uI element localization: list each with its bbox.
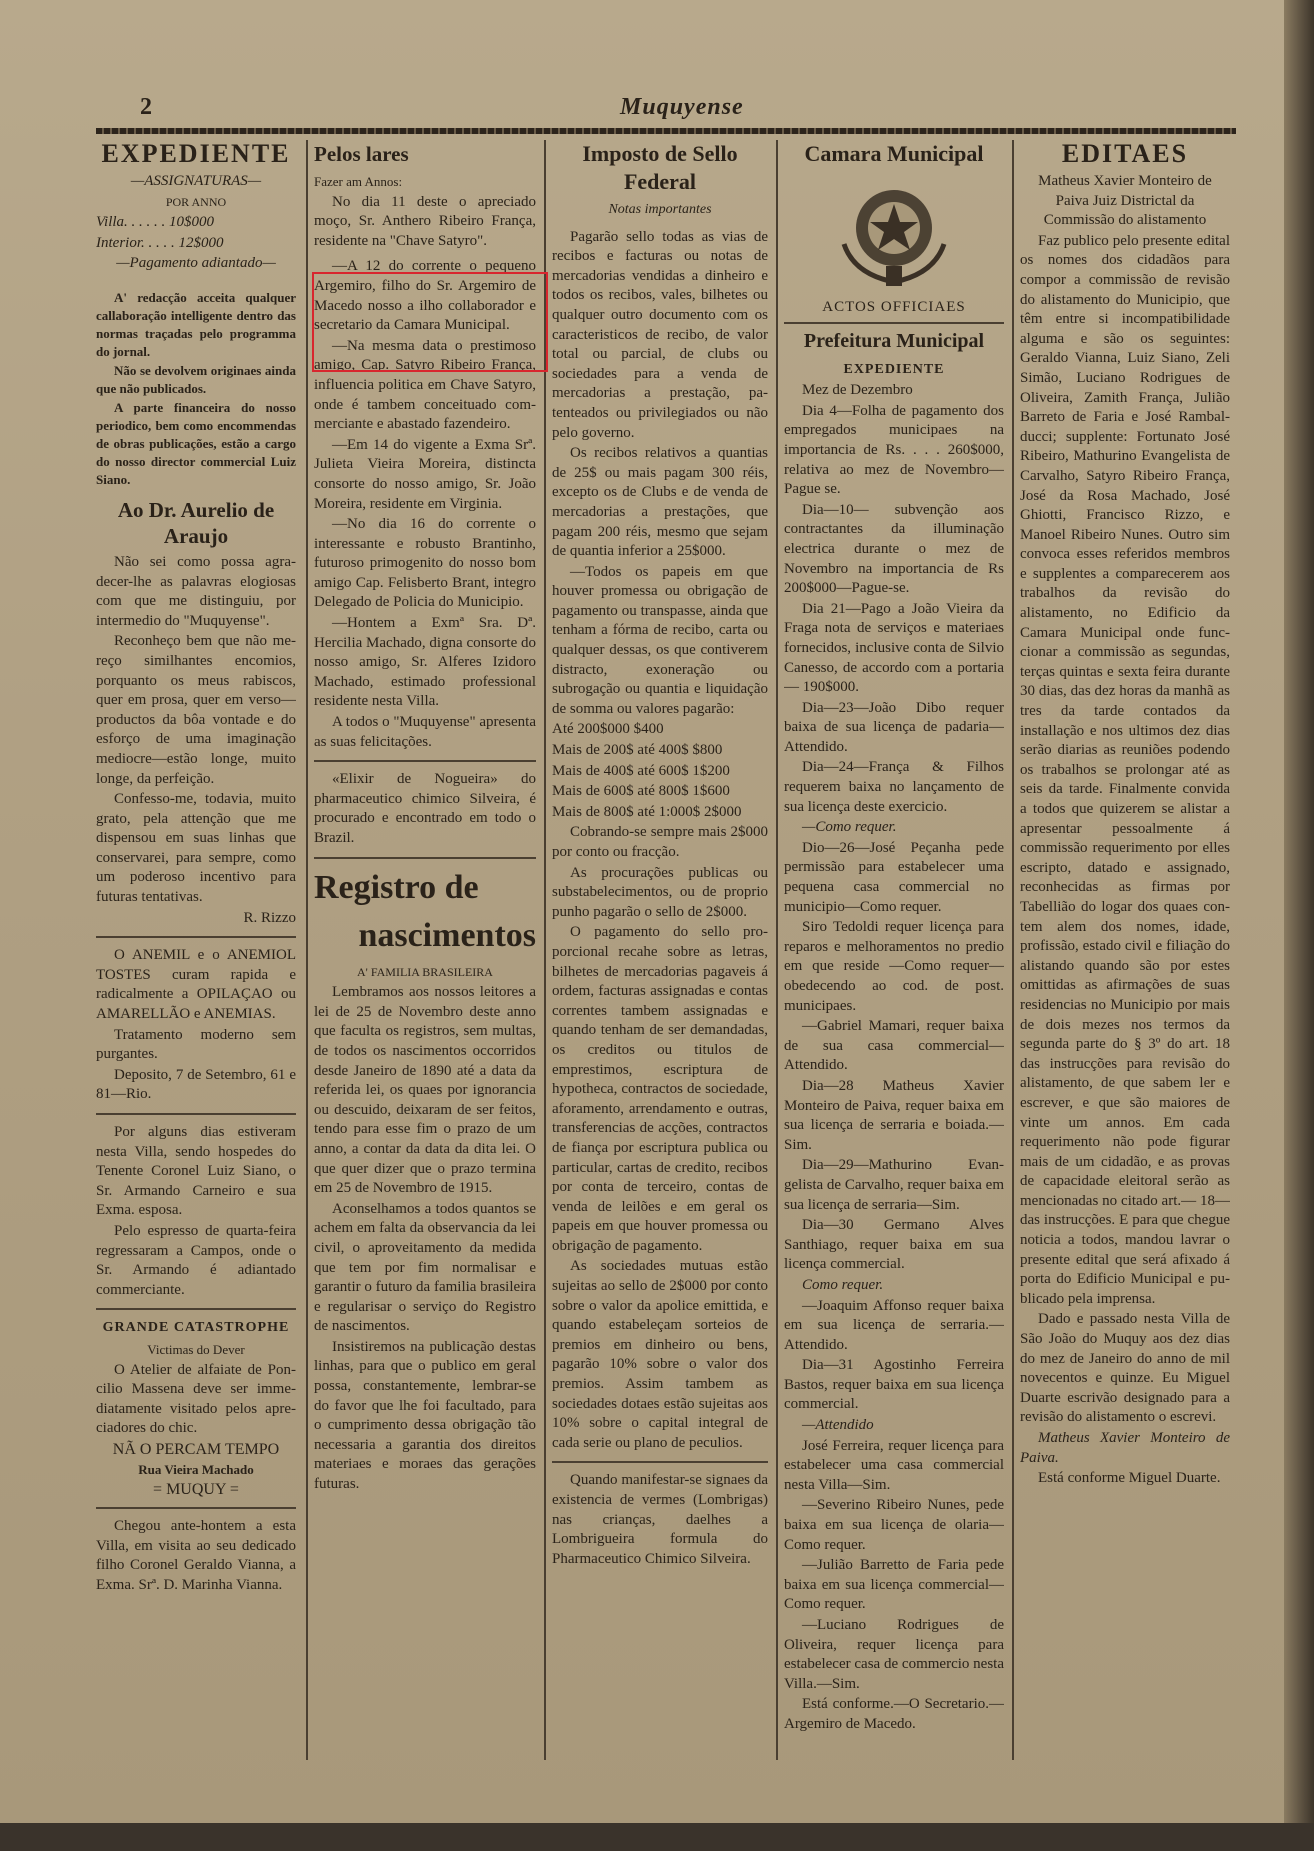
birthday-note: No dia 11 deste o apreciado moço, Sr. Anthero Ribeiro França, residente na "Chave Satyro". [314,193,536,249]
separator [96,1507,296,1509]
column-rule [306,140,308,1760]
article-paragraph: Reconheço bem que não mereço similhantes encomios, porquanto os meus rabiscos, quer em prosa, quer em verso— productos da bôa vontade e do esforço de uma imaginação mediocre—estão longe, muito longe, da perfeição. [96,633,296,787]
act-entry: Dia—24—França & Filhos requerem baixa no lançamento de sua licença deste exercicio. [784,759,1004,815]
seal-caption: ACTOS OFFICIAES [822,299,966,315]
act-entry: Dia—29—Mathurino Evangelista de Carvalho, requer baixa em sua licença de serraria—Sim. [784,1157,1004,1213]
tax-paragraph: As sociedades mutuas estão sujeitas ao sello de 2$000 por conto sobre o valor da apolice emittida, e quando estabeleçam sorteios de premios em dinheiro ou bens, pagarão 10% sobre o valor dos premios. Assim tambem as sociedades dotaes estão sujeitas aos 10% sobre o capital integral de cada serie ou plano de peculios. [552,1258,768,1451]
column-expediente [96,140,296,1760]
column-imposto-sello [552,140,768,1760]
tax-paragraph: Pagarão sello todas as vias de recibos e facturas ou notas de mercadorias vendidas a dinheiro e todos os recibos, vales, bilhetes ou qualquer outro documento com os caracteristicos de recibo, de valor total ou parcial, de clubs ou sociedades para a venda de mercadorias a prestação, patenteados ou privilegiados ou não pelo governo. [552,228,768,441]
notice-text: A' redacção acceita qualquer callaboração intelligente dentro das normas traçadas pelo programma do jornal. [96,289,296,359]
column-rule [1012,140,1014,1760]
edital-signature: Matheus Xavier Monteiro de Paiva. [1020,1430,1230,1466]
notice-text: Não se devolvem originaes ainda que não publicados. [96,362,296,396]
advance-payment: —Pagamento adiantado— [116,255,276,272]
section-subtitle: Notas importantes [608,202,712,217]
section-title: EXPEDIENTE [101,140,291,168]
article-paragraph: Não sei como possa agradecer-lhe as palavras elogiosas com que me distinguiu, por intermedio do "Muquyense". [96,553,296,629]
ad-title: GRANDE CATASTROPHE [102,1320,290,1336]
act-entry: —Joaquim Affonso requer baixa em sua licença de serraria.—Attendido. [784,1297,1004,1353]
act-entry: —Luciano Rodrigues de Oliveira, requer licença para estabelecer casa de commercio nesta Villa.—Sim. [784,1617,1004,1692]
ad-town: = MUQUY = [153,1480,239,1498]
tax-table-row: Mais de 400$ até 600$ 1$200 [552,762,730,779]
separator [96,936,296,938]
birthday-note: —Na mesma data o prestimoso amigo, Cap. Satyro Ribeiro França, influencia politica em Chave Satyro, onde é tambem conceituado commerciante e abastado fazendeiro. [314,337,536,433]
per-year-label: POR ANNO [165,194,227,209]
page-edge-shadow [1284,0,1314,1851]
column-camara-municipal [784,140,1004,1760]
act-decision: —Attendido [802,1417,874,1434]
act-decision: —Como requer. [802,819,897,836]
separator [784,322,1004,324]
ad-paragraph: Quando manifestar-se signaes da existencia de vermes (Lombrigas) nas crianças, daelhes a Lombrigueira formula do Pharmaceutico Chimico Silveira. [552,1472,768,1567]
act-entry: Dia—28 Matheus Xavier Monteiro de Paiva, requer baixa em sua licença de serraria e boiada.—Sim. [784,1077,1004,1153]
edital-body: Dado e passado nesta Villa de São João do Muquy aos dez dias do mez de Janeiro do anno de mil novecentos e quinze. Eu Miguel Duarte escrivão designado para a revisão do alistamento o escrevi. [1020,1311,1230,1426]
news-paragraph: Chegou ante-hontem a esta Villa, em visita ao seu dedicado filho Coronel Geraldo Vianna, a Exma. Srª. D. Marinha Vianna. [96,1518,296,1593]
section-title: Imposto de Sello Federal [582,141,738,194]
tax-table-row: Mais de 200$ até 400$ $800 [552,742,723,759]
ad-paragraph: O ANEMIL e o ANEMIOL TOSTES curam rapida e radicalmente a OPILAÇAO ou AMARELLÃO e ANEMIAS. [96,947,296,1023]
column-pelos-lares [314,140,536,1760]
act-entry: —Julião Barretto de Faria pede baixa em sua licença commercial—Como requer. [784,1557,1004,1613]
separator [314,857,536,859]
separator [96,1308,296,1310]
registry-subtitle: A' FAMILIA BRASILEIRA [357,964,493,979]
act-entry: Siro Tedoldi requer licença para reparos e melhoramentos no predio em que reside —Como requer—obedecendo ao cod. de post. municipaes. [784,919,1004,1014]
ad-paragraph: Deposito, 7 de Setembro, 61 e 81—Rio. [96,1066,296,1103]
article-paragraph: Confesso-me, todavia, muito grato, pela attenção que me dispensou em suas linhas que conservarei, para sempre, como um poderoso incentivo para futuras tentativas. [96,791,296,906]
subscriptions-heading: —ASSIGNATURAS— [130,173,262,189]
act-entry: Dia—23—João Dibo requer baixa de sua licença de padaria—Attendido. [784,699,1004,755]
tax-paragraph: Cobrando-se sempre mais 2$000 por conto ou fracção. [552,824,768,860]
act-entry: Dia 4—Folha de pagamento dos empregados municipaes na importancia de Rs. . . . 260$000, relativa ao mez de Novembro—Pague se. [784,402,1004,498]
section-title: EDITAES [1061,140,1189,168]
act-entry: Dia—10— subvenção aos contractantes da illuminação electrica durante o mez de Novembro na importancia de Rs 200$000—Pague-se. [784,501,1004,597]
section-title: Pelos lares [314,142,409,166]
price-villa: Villa. . . . . . 10$000 [96,214,215,231]
act-entry: Dia—31 Agostinho Ferreira Bastos, requer baixa em sua licença commercial. [784,1357,1004,1413]
congrats-note: A todos o "Muquyense" apresenta as suas felicitações. [314,714,536,750]
column-editaes [1020,140,1230,1760]
price-interior: Interior. . . . . 12$000 [96,234,224,251]
tax-paragraph: As procurações publicas ou substabelecimentos, ou de proprio punho pagarão o sello de 2$000. [552,864,768,920]
section-title: Camara Municipal [804,141,984,166]
signature: R. Rizzo [243,909,296,926]
column-rule [776,140,778,1760]
act-signature: Está conforme.—O Secretario.—Argemiro de Macedo. [784,1696,1004,1732]
article-title: Ao Dr. Aurelio de Araujo [117,497,275,548]
birthday-note: —No dia 16 do corrente o interessante e robusto Brantinho, futuroso primogenito do nosso bom amigo Cap. Felisberto Brant, integro Delegado de Policia do Municipio. [314,516,536,611]
birthday-note: —Hontem a Exmª Sra. Dª. Hercilia Machado, digna consorte do nosso amigo, Sr. Alferes Izidoro Machado, estimado professional residente nesta Villa. [314,615,536,710]
edital-body: Faz publico pelo presente edital os nomes dos cidadãos para compor a commissão de revisão do alistamento do Municipio, que têm entre si incompatibilidade alguma e são os seguintes: Geraldo Vianna, Luiz Siano, Zeli Simão, Luciano Rodrigues de Oliveira, Zamith França, Julião Barreto de Faria e José Rambalducci; supplente: Fortunato José Ribeiro, Mathurino Evangelista de Carvalho, Satyro Ribeiro França, José da Rosa Machado, José Ghiotti, Francisco Rizzo, e Manoel Ribeiro Nunes. Outro sim convoca esses referidos membros e supplentes a comparecerem aos trabalhos da revisão do alistamento, no Edificio da Camara Municipal onde funccionar a commissão as segundas, terças quintas e sexta feira durante 30 dias, das dez horas da manhã as tres da tarde contados da installação e nos ultimos dez dias serão diarias as reuniões podendo os trabalhos se prolongar até as seis da tarde. Finalmente convida a todos que quizerem se alistar a apresentar pessoalmente á commissão requerimento por elles escripto, datado e assignado, reconhecidas as firmas por Tabellião do logar dos quaes contem alem dos nomes, idade, profissão, estado civil e filiação do alistando quando são por estes omittidas as afirmações de suas residencias no Municipio por mais de dois mezes nos termos da segunda parte do § 3º do art. 18 das instrucções para revisão do alistamento, de que sabem ler e escrever, e que são maiores de vinte um annos. Em cada requerimento não pode figurar mais de um cidadão, e as provas de capacidade eleitoral serão as mencionadas no citado art.— 18—das instrucções. E para que chegue noticia a todos, mandou lavrar o presente edital que será afixado á porta do Edificio Municipal e publicado pela imprensa. [1020,232,1230,1307]
column-rule [544,140,546,1760]
news-paragraph: Por alguns dias estiveram nesta Villa, sendo hospedes do Tenente Coronel Luiz Siano, o Sr. Armando Carneiro e sua Exma. esposa. [96,1124,296,1219]
expediente-label: EXPEDIENTE [843,361,945,377]
subheading: Fazer am Annos: [314,174,403,189]
news-paragraph: Pelo espresso de quarta-feira regressaram a Campos, onde o Sr. Armando é adiantado commerciante. [96,1222,296,1298]
ad-slogan: NÃ O PERCAM TEMPO [112,1440,280,1458]
act-entry: Dia—30 Germano Alves Santhiago, requer baixa em sua licença commercial. [784,1217,1004,1273]
month-label: Mez de Dezembro [802,382,913,399]
tax-paragraph: —Todos os papeis em que houver promessa ou obrigação de pagamento ou transpasse, ainda que tenham a fórma de recibo, carta ou qualquer dessas, os que contiverem distracto, exoneração ou subrogação ou quantia e liquidação de somma ou valores pagarão: [552,563,768,717]
ad-paragraph: «Elixir de Nogueira» do pharmaceutico chimico Silveira, é procurado e encontrado em todo o Brazil. [314,771,536,846]
page-bottom-edge [0,1823,1314,1851]
masthead-title: Muquyense [620,94,744,120]
registry-paragraph: Aconselhamos a todos quantos se achem em falta da observancia da lei civil, o aproveitamento da medida que tem por fim normalisar e garantir o futuro da familia brasileira e regularisar o serviço do Registro de nascimentos. [314,1200,536,1335]
notice-text: A parte financeira do nosso periodico, bem como encommendas de obras publicações, estão a cargo do nosso director commercial Luiz Siano. [96,399,296,487]
act-entry: José Ferreira, requer licença para estabelecer uma casa commercial nesta Villa—Sim. [784,1437,1004,1493]
registry-title-line1: Registro de [314,868,479,906]
registry-paragraph: Lembramos aos nossos leitores a lei de 25 de Novembro deste anno que faculta os registros, sem multas, de todos os nascimentos occorridos desde Janeiro de 1890 até a data da referida lei, os quaes por ignorancia ou descuido, deixaram de ser feitos, tendo para esse fim o prazo de um anno, a contar da data da dita lei. O que quer dizer que o prazo termina em 25 de Novembro de 1915. [314,984,536,1197]
highlight-box [312,272,548,372]
coat-of-arms-icon [824,174,964,294]
registry-title-line2: nascimentos [358,916,536,954]
ad-subtitle: Victimas do Dever [147,1341,245,1357]
header-rule [96,128,1236,134]
edital-heading: Matheus Xavier Monteiro de Paiva Juiz Districtal da Commissão do alistamento [1038,173,1212,229]
tax-table-row: Mais de 600$ até 800$ 1$600 [552,783,730,800]
page-number: 2 [140,94,153,120]
ad-address: Rua Vieira Machado [138,1461,254,1477]
ad-paragraph: Tratamento moderno sem purgantes. [96,1026,296,1063]
birthday-note: —A 12 do corrente o pequeno Argemiro, filho do Sr. Argemiro de Macedo nosso a ilho collaborador e secretario da Camara Municipal. [314,258,536,334]
registry-paragraph: Insistiremos na publicação destas linhas, para que o publico em geral possa, constantemente, lembrar-se do favor que lhe foi facultado, para o cumprimento dessa obrigação tão necessaria a garantia dos direitos materiaes e moraes das gerações futuras. [314,1338,536,1493]
subsection-title: Prefeitura Municipal [803,329,985,352]
tax-paragraph: O pagamento do sello proporcional recahe sobre as letras, bilhetes de mercadorias pagaveis á ordem, facturas assignadas e contas correntes tambem assignadas e quando tenham de ser demandadas, os creditos ou titulos de emprestimos, escriptura de hypotheca, contractos de sociedade, aforamento, arrendamento e outras, transferencias de acções, contractos de fiança por escriptura publica ou particular, cartas de credito, recibos por conta de terceiro, contas de venda de leilões e em geral os papeis em que houver promessa ou obrigação de pagamento. [552,924,768,1254]
separator [96,1113,296,1115]
act-entry: Dio—26—José Peçanha pede permissão para estabelecer uma pequena casa commercial no municipio—Como requer. [784,839,1004,915]
ad-paragraph: O Atelier de alfaiate de Poncilio Massena deve ser immediatamente visitado pelos apreciadores do chic. [96,1361,296,1437]
separator [314,760,536,762]
tax-table-row: Mais de 800$ até 1:000$ 2$000 [552,803,742,820]
act-decision: Como requer. [802,1276,884,1293]
tax-table-row: Até 200$000 $400 [552,721,664,738]
act-entry: —Gabriel Mamari, requer baixa de sua casa commercial— Attendido. [784,1018,1004,1074]
birthday-note: —Em 14 do vigente a Exma Srª. Julieta Vieira Moreira, distincta consorte do nosso amigo, Sr. João Moreira, residente em Virginia. [314,436,536,512]
tax-paragraph: Os recibos relativos a quantias de 25$ ou mais pagam 300 réis, excepto os de Clubs e de venda de mercadorias a prestações, que pagam 200 réis, mesmo que sejam de quantia inferior a 25$000. [552,445,768,560]
act-entry: Dia 21—Pago a João Vieira da Fraga nota de serviços e materiaes fornecidos, inclusive conta de Silvio Canesso, de accordo com a portaria— 190$000. [784,600,1004,696]
edital-conformity: Está conforme Miguel Duarte. [1038,1470,1221,1487]
separator [552,1461,768,1463]
act-entry: —Severino Ribeiro Nunes, pede baixa em sua licença de olaria—Como requer. [784,1497,1004,1553]
